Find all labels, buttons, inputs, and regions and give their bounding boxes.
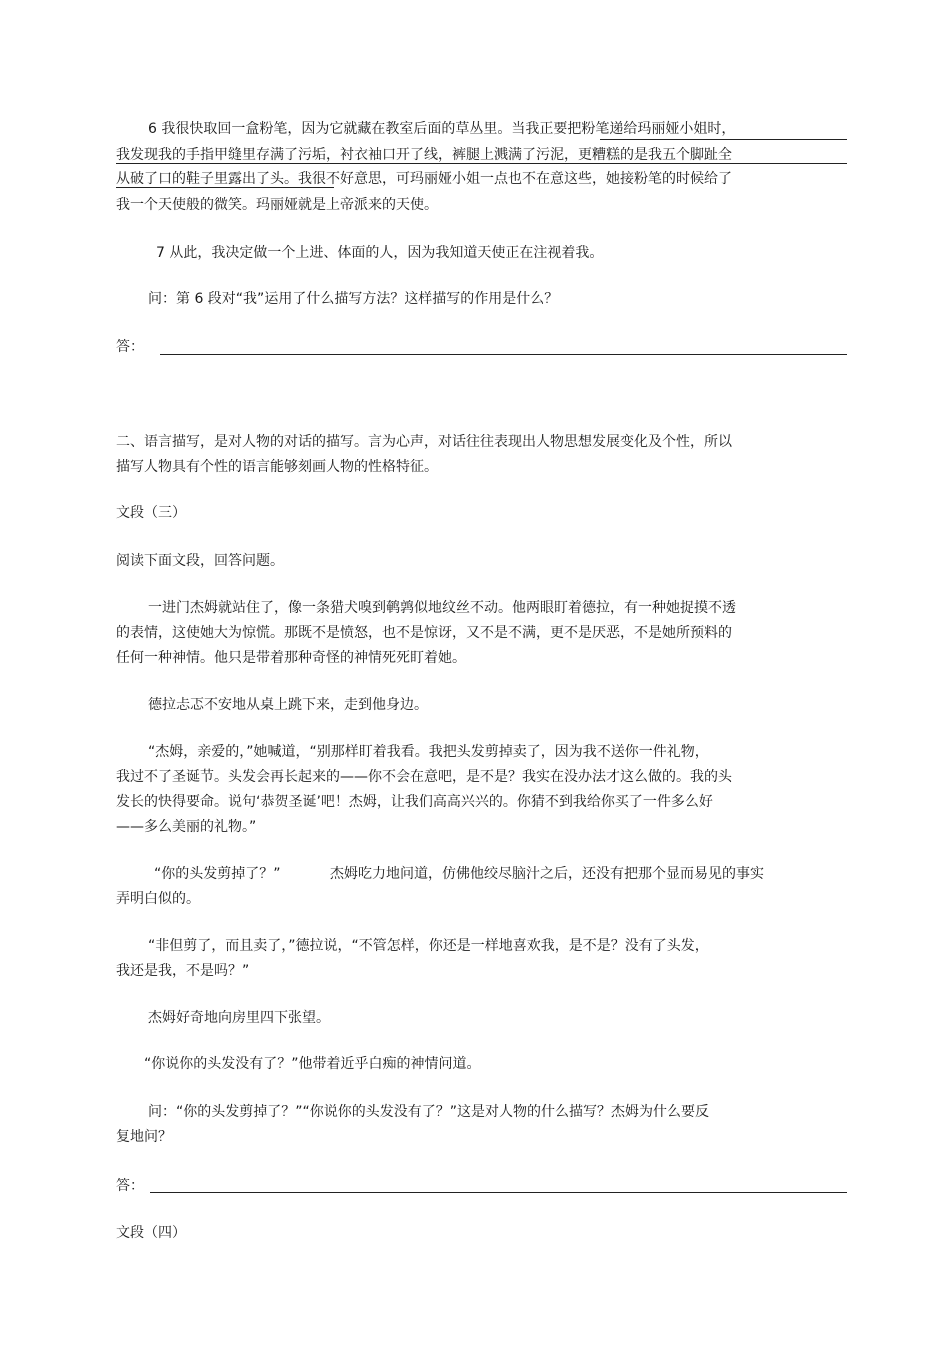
paragraph-line: 任何一种神情。他只是带着那种奇怪的神情死死盯着她。: [116, 650, 466, 666]
paragraph-line: 的表情，这使她大为惊慌。那既不是愤怒，也不是惊讶，又不是不满，更不是厌恶，不是她所预料的: [116, 625, 732, 641]
answer-label: 答：: [116, 339, 144, 355]
paragraph-6-line-3: 从破了口的鞋子里露出了头。我很不好意思，可玛丽娅小姐一点也不在意这些，她接粉笔的时候给了: [116, 171, 732, 187]
answer-line[interactable]: [150, 1192, 847, 1193]
paragraph-line: 杰姆吃力地问道，仿佛他绞尽脑汁之后，还没有把那个显而易见的事实: [330, 866, 764, 882]
dialogue-quote: “你的头发剪掉了？”: [154, 866, 281, 882]
passage-heading: 文段（四）: [116, 1225, 186, 1241]
underline-segment: [600, 139, 847, 140]
section-intro-line-2: 描写人物具有个性的语言能够刻画人物的性格特征。: [116, 459, 438, 475]
paragraph-line: 德拉忐忑不安地从桌上跳下来，走到他身边。: [148, 697, 428, 713]
question-text: 问：第 6 段对“我”运用了什么描写方法？这样描写的作用是什么？: [148, 291, 559, 307]
question-text: 复地问？: [116, 1129, 172, 1145]
paragraph-line: 弄明白似的。: [116, 891, 200, 907]
instruction-text: 阅读下面文段，回答问题。: [116, 553, 284, 569]
paragraph-line: 我还是我，不是吗？”: [116, 963, 250, 979]
paragraph-line: 一进门杰姆就站住了，像一条猎犬嗅到鹌鹑似地纹丝不动。他两眼盯着德拉，有一种她捉摸不透: [148, 600, 736, 616]
paragraph-line: 发长的快得要命。说句‘恭贺圣诞’吧！杰姆，让我们高高兴兴的。你猜不到我给你买了一件多么好: [116, 794, 713, 810]
paragraph-line: “你说你的头发没有了？”他带着近乎白痴的神情问道。: [144, 1056, 481, 1072]
paragraph-6-line-1: 6 我很快取回一盒粉笔，因为它就藏在教室后面的草丛里。当我正要把粉笔递给玛丽娅小姐时，: [148, 121, 736, 137]
paragraph-line: 我过不了圣诞节。头发会再长起来的——你不会在意吧，是不是？我实在没办法才这么做的。我的头: [116, 769, 732, 785]
paragraph-line: ——多么美丽的礼物。”: [116, 819, 257, 835]
paragraph-line: “非但剪了，而且卖了，”德拉说，“不管怎样，你还是一样地喜欢我，是不是？没有了头发，: [148, 938, 709, 954]
answer-label: 答：: [116, 1178, 144, 1194]
paragraph-6-line-4: 我一个天使般的微笑。玛丽娅就是上帝派来的天使。: [116, 197, 438, 213]
section-intro-line-1: 二、语言描写，是对人物的对话的描写。言为心声，对话往往表现出人物思想发展变化及个性，所以: [116, 434, 732, 450]
passage-heading: 文段（三）: [116, 505, 186, 521]
paragraph-7: 7 从此，我决定做一个上进、体面的人，因为我知道天使正在注视着我。: [156, 245, 604, 261]
paragraph-line: 杰姆好奇地向房里四下张望。: [148, 1010, 330, 1026]
paragraph-6-line-2: 我发现我的手指甲缝里存满了污垢，衬衣袖口开了线，裤腿上溅满了污泥，更糟糕的是我五个脚趾全: [116, 147, 732, 163]
underline-segment: [116, 187, 334, 188]
answer-line[interactable]: [160, 354, 847, 355]
question-text: 问：“你的头发剪掉了？”“你说你的头发没有了？”这是对人物的什么描写？杰姆为什么要反: [148, 1104, 710, 1120]
underline-segment: [116, 163, 847, 164]
paragraph-line: “杰姆，亲爱的，”她喊道，“别那样盯着我看。我把头发剪掉卖了，因为我不送你一件礼物，: [148, 744, 709, 760]
